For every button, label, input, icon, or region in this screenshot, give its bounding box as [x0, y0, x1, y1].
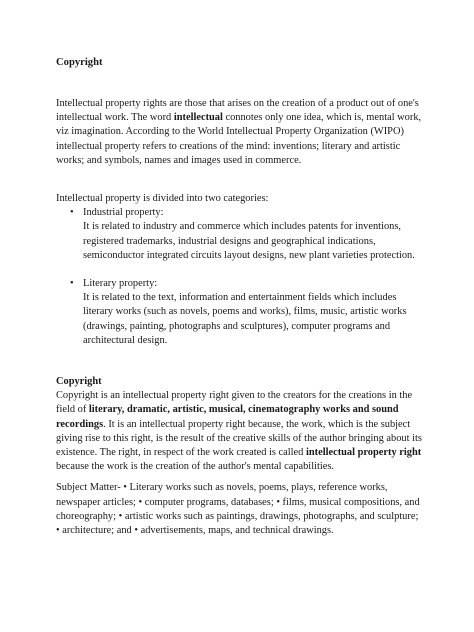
category-description: It is related to industry and commerce which includes patents for inventions, registered trademarks, industrial designs and geographical indications, semiconductor integrated circuits layout designs, new plant varieties protection.	[83, 221, 415, 261]
document-title: Copyright	[56, 57, 103, 68]
categories-intro: Intellectual property is divided into two categories:	[56, 193, 269, 205]
copyright-paragraph	[56, 389, 422, 474]
category-name: Literary property:	[83, 278, 158, 290]
copyright-heading: Copyright	[56, 376, 102, 388]
categories-list	[56, 206, 422, 348]
intro-text-1: Intellectual property rights are those that arises on the creation of a product out of one's intellectual work. The word	[56, 98, 419, 124]
copyright-text-3: because the work is the creation of the author's mental capabilities.	[56, 461, 334, 473]
copyright-text-2: . It is an intellectual property right because, the work, which is the subject giving rise to this right, is the result of the creative skills of the author bringing about its existence. The right, in respect of the work created is called	[56, 418, 422, 459]
intro-paragraph	[56, 97, 422, 168]
intro-bold-term: intellectual	[173, 112, 223, 124]
copyright-bold-right: intellectual property right	[305, 447, 422, 459]
category-description: It is related to the text, information and entertainment fields which includes literary works (such as novels, poems and works), films, music, artistic works (drawings, painting, photographs and sculptures), computer programs and architectural design.	[83, 292, 407, 346]
copyright-text-1: Copyright is an intellectual property right given to the creators for the creations in the field of	[56, 390, 413, 416]
bullet-icon: •	[70, 278, 74, 290]
intro-text-2: connotes only one idea, which is, mental work, viz imagination. According to the World Intellectual Property Organization (WIPO) intellectual property refers to creations of the mind: inventions; literary and artistic works; and symbols, names and images used in commerce.	[56, 112, 422, 166]
list-item	[56, 277, 422, 348]
bullet-icon: •	[70, 207, 74, 219]
subject-matter-paragraph: Subject Matter- • Literary works such as novels, poems, plays, reference works, newspaper articles; • computer programs, databases; • films, musical compositions, and choreography; • artistic works such as paintings, drawings, photographs, and sculpture; • architecture; and • advertisements, maps, and technical drawings.	[56, 482, 420, 537]
category-name: Industrial property:	[83, 207, 164, 219]
list-item	[56, 206, 422, 263]
document-page	[56, 56, 422, 538]
copyright-bold-works: literary, dramatic, artistic, musical, cinematography works and sound recordings	[56, 404, 399, 430]
